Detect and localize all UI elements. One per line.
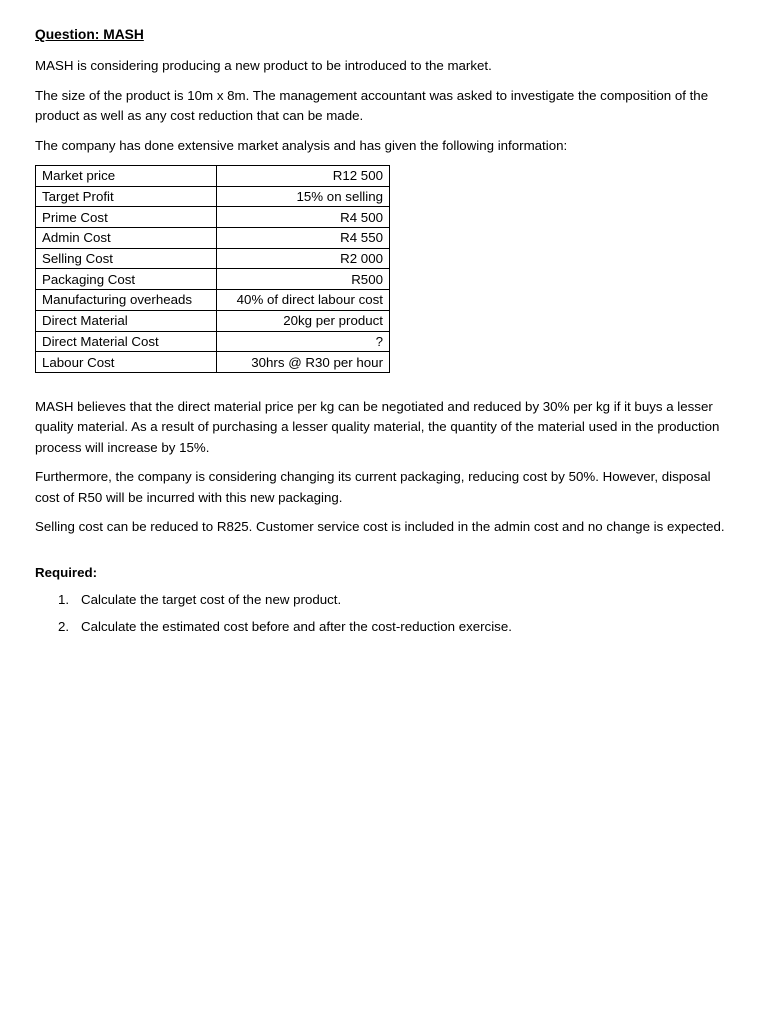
table-row bbox=[36, 269, 390, 290]
row-label: Direct Material bbox=[36, 310, 217, 331]
table-row bbox=[36, 166, 390, 187]
row-value: 40% of direct labour cost bbox=[217, 290, 390, 311]
row-label: Target Profit bbox=[36, 186, 217, 207]
table-row bbox=[36, 207, 390, 228]
question-title: Question: MASH bbox=[35, 27, 144, 42]
list-item bbox=[35, 590, 725, 610]
body-paragraph-2: Furthermore, the company is considering changing its current packaging, reducing cost by 50%. However, disposal cost of R50 will be incurred with this new packaging. bbox=[35, 469, 711, 505]
list-item-text: Calculate the target cost of the new product. bbox=[81, 591, 342, 607]
row-value: 30hrs @ R30 per hour bbox=[217, 352, 390, 373]
table-row bbox=[36, 228, 390, 249]
row-label: Manufacturing overheads bbox=[36, 290, 217, 311]
intro-paragraph-2: The size of the product is 10m x 8m. The management accountant was asked to investigate the composition of the product as well as any cost reduction that can be made. bbox=[35, 87, 709, 123]
row-label: Selling Cost bbox=[36, 248, 217, 269]
row-value: R500 bbox=[217, 269, 390, 290]
list-item-number: 1. bbox=[58, 591, 70, 607]
required-heading: Required: bbox=[35, 564, 98, 580]
document-content bbox=[35, 25, 725, 644]
row-value: R4 500 bbox=[217, 207, 390, 228]
row-value: ? bbox=[217, 331, 390, 352]
row-value: 15% on selling bbox=[217, 186, 390, 207]
list-item-number: 2. bbox=[58, 618, 70, 634]
table-row bbox=[36, 186, 390, 207]
body-paragraph-3: Selling cost can be reduced to R825. Customer service cost is included in the admin cost and no change is expected. bbox=[35, 519, 725, 535]
row-label: Packaging Cost bbox=[36, 269, 217, 290]
list-item-text: Calculate the estimated cost before and after the cost-reduction exercise. bbox=[81, 618, 512, 634]
table-row bbox=[36, 310, 390, 331]
required-questions-list bbox=[35, 590, 725, 637]
table-row bbox=[36, 331, 390, 352]
spacer bbox=[35, 547, 725, 563]
intro-paragraph-3: The company has done extensive market analysis and has given the following information: bbox=[35, 137, 568, 153]
list-item bbox=[35, 617, 725, 637]
row-value: R2 000 bbox=[217, 248, 390, 269]
row-label: Market price bbox=[36, 166, 217, 187]
market-information-table bbox=[35, 165, 390, 373]
body-paragraph-1: MASH believes that the direct material price per kg can be negotiated and reduced by 30% per kg if it buys a lesser quality material. As a result of purchasing a lesser quality material, the quantity of the material used in the production process will increase by 15%. bbox=[35, 398, 720, 455]
table-row bbox=[36, 352, 390, 373]
spacer bbox=[35, 373, 725, 397]
row-label: Labour Cost bbox=[36, 352, 217, 373]
table-row bbox=[36, 248, 390, 269]
row-label: Direct Material Cost bbox=[36, 331, 217, 352]
row-label: Admin Cost bbox=[36, 228, 217, 249]
row-value: R12 500 bbox=[217, 166, 390, 187]
table-row bbox=[36, 290, 390, 311]
row-value: R4 550 bbox=[217, 228, 390, 249]
row-value: 20kg per product bbox=[217, 310, 390, 331]
intro-paragraph-1: MASH is considering producing a new product to be introduced to the market. bbox=[35, 58, 492, 73]
row-label: Prime Cost bbox=[36, 207, 217, 228]
